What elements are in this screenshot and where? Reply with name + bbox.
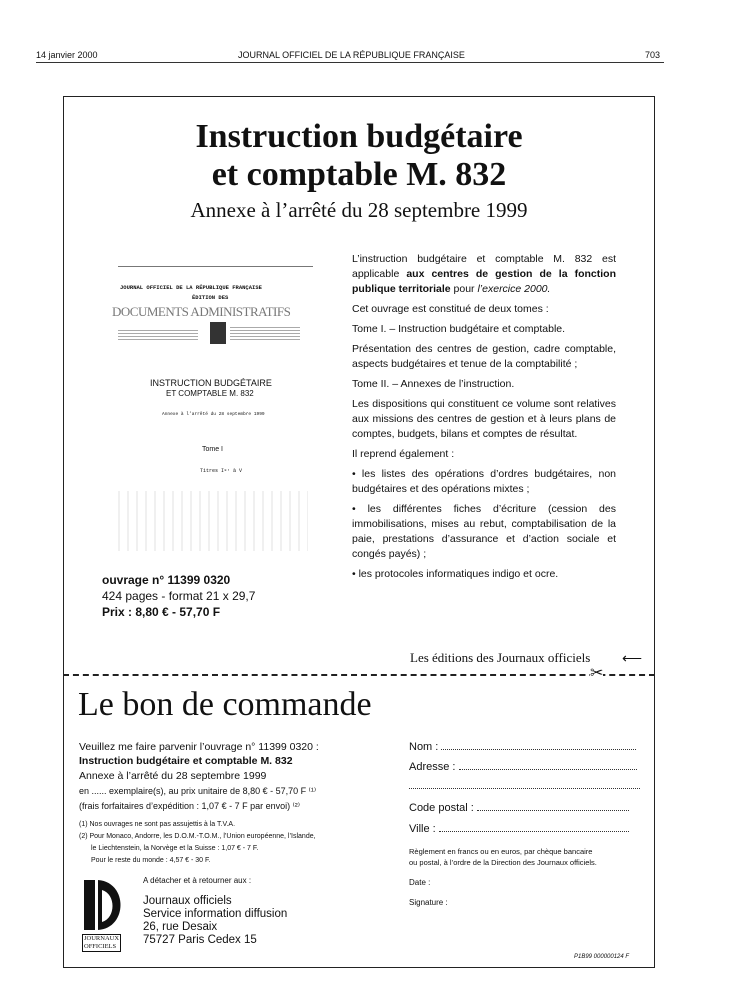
ouvrage-price: Prix : 8,80 € - 57,70 F — [102, 605, 221, 619]
desc-p4: Présentation des centres de gestion, cadre comptable, aspects budgétaires et tenue de la comptabilité ; — [352, 343, 616, 370]
cover-heading1: INSTRUCTION BUDGÉTAIRE — [150, 378, 272, 388]
cover-journal: JOURNAL OFFICIEL DE LA RÉPUBLIQUE FRANÇAISE — [120, 284, 262, 291]
address-label: Adresse : — [409, 761, 456, 773]
desc-p5: Tome II. – Annexes de l’instruction. — [352, 378, 515, 390]
address-field[interactable] — [409, 760, 637, 773]
postal-code-field[interactable] — [409, 801, 629, 814]
postal-code-input-line[interactable] — [477, 801, 629, 811]
order-form-title: Le bon de commande — [78, 686, 372, 723]
ad-title-line2: et comptable M. 832 — [211, 156, 507, 193]
order-line1: Veuillez me faire parvenir l’ouvrage n° 11399 0320 : — [79, 741, 319, 753]
date-label: Date : — [409, 878, 431, 887]
logo-caption: JOURNAUX OFFICIELS — [84, 935, 120, 950]
book-cover-image — [112, 266, 318, 566]
header-date: 14 janvier 2000 — [36, 50, 98, 60]
footnote-2a: (2) Pour Monaco, Andorre, les D.O.M.-T.O.M., l’Union européenne, l’Islande, — [79, 833, 316, 840]
order-shipping-line: (frais forfaitaires d’expédition : 1,07 € - 7 F par envoi) ⁽²⁾ — [79, 801, 301, 811]
address-line4: 75727 Paris Cedex 15 — [143, 934, 257, 946]
reference-code: P1B99 000000124 F — [574, 954, 630, 960]
header-journal-title: JOURNAL OFFICIEL DE LA RÉPUBLIQUE FRANÇAISE — [238, 50, 465, 60]
cover-address-block — [118, 328, 198, 340]
desc-p3: Tome I. – Instruction budgétaire et comptable. — [352, 323, 566, 335]
desc-p7: Il reprend également : — [352, 448, 455, 460]
cover-edition: ÉDITION DES — [192, 294, 229, 301]
name-input-line[interactable] — [441, 740, 636, 750]
name-label: Nom : — [409, 741, 439, 753]
detach-instruction: A détacher et à retourner aux : — [143, 876, 252, 885]
address-line3: 26, rue Desaix — [143, 921, 218, 933]
order-quantity-line: en ...... exemplaire(s), au prix unitaire de 8,80 € - 57,70 F ⁽¹⁾ — [79, 786, 317, 796]
ouvrage-number: ouvrage n° 11399 0320 — [102, 573, 231, 587]
cover-faded-pattern — [118, 491, 308, 551]
city-input-line[interactable] — [439, 822, 629, 832]
name-field[interactable] — [409, 740, 636, 753]
header-page-number: 703 — [645, 50, 661, 60]
address-input-line-2[interactable] — [409, 788, 640, 789]
ouvrage-pages: 424 pages - format 21 x 29,7 — [102, 589, 256, 603]
cut-line — [63, 674, 655, 676]
editions-label: Les éditions des Journaux officiels — [410, 650, 591, 665]
scissors-icon: ✂ — [590, 665, 604, 682]
order-line2: Instruction budgétaire et comptable M. 832 — [79, 755, 293, 767]
signature-label: Signature : — [409, 898, 448, 907]
cover-collection: DOCUMENTS ADMINISTRATIFS — [112, 304, 291, 319]
journaux-officiels-logo — [82, 876, 132, 950]
footnote-1: (1) Nos ouvrages ne sont pas assujettis à la T.V.A. — [79, 821, 236, 828]
footnote-2b: le Liechtenstein, la Norvège et la Suisse : 1,07 € - 7 F. — [91, 845, 259, 852]
desc-p6: Les dispositions qui constituent ce volume sont relatives aux missions des centres de gestion et à leurs plans de comptes, budgets, bilans et comptes de résultat. — [352, 398, 616, 440]
ad-title-line1: Instruction budgétaire — [195, 118, 523, 155]
order-line3: Annexe à l’arrêté du 28 septembre 1999 — [79, 770, 267, 782]
header-rule — [36, 62, 664, 63]
desc-p8: • les listes des opérations d’ordres budgétaires, non budgétaires et des opérations mixtes ; — [352, 468, 616, 495]
city-label: Ville : — [409, 823, 436, 835]
address-line1: Journaux officiels — [143, 895, 232, 907]
ad-description — [352, 252, 616, 587]
address-input-line[interactable] — [459, 760, 637, 770]
address-line2: Service information diffusion — [143, 908, 288, 920]
cover-titres: Titres Iᵉʳ à V — [200, 468, 243, 474]
desc-p2: Cet ouvrage est constitué de deux tomes : — [352, 303, 549, 315]
cover-logo — [210, 322, 226, 344]
cover-contact-block — [230, 326, 300, 340]
desc-p1: L’instruction budgétaire et comptable M. 832 est applicable aux centres de gestion de la fonction publique territoriale pour l’exercice 2000. — [352, 253, 616, 295]
footnote-2c: Pour le reste du monde : 4,57 € - 30 F. — [91, 857, 211, 864]
payment-info: Règlement en francs ou en euros, par chèque bancaire ou postal, à l’ordre de la Direction des Journaux officiels. — [409, 847, 597, 867]
desc-p10: • les protocoles informatiques indigo et ocre. — [352, 568, 559, 580]
cover-tome: Tome I — [202, 446, 224, 453]
arrow-left-icon: ⟵ — [622, 650, 643, 666]
city-field[interactable] — [409, 822, 629, 835]
cover-heading2: ET COMPTABLE M. 832 — [166, 389, 254, 398]
postal-code-label: Code postal : — [409, 802, 474, 814]
ad-subtitle: Annexe à l’arrêté du 28 septembre 1999 — [190, 198, 528, 222]
desc-p9: • les différentes fiches d’écriture (cession des immobilisations, mises au rebut, comptabilisation de la paie, prestations d’assurance et d’action sociale et congés payés) ; — [352, 503, 616, 560]
cover-annexe: Annexe à l’arrêté du 28 septembre 1999 — [162, 412, 265, 417]
